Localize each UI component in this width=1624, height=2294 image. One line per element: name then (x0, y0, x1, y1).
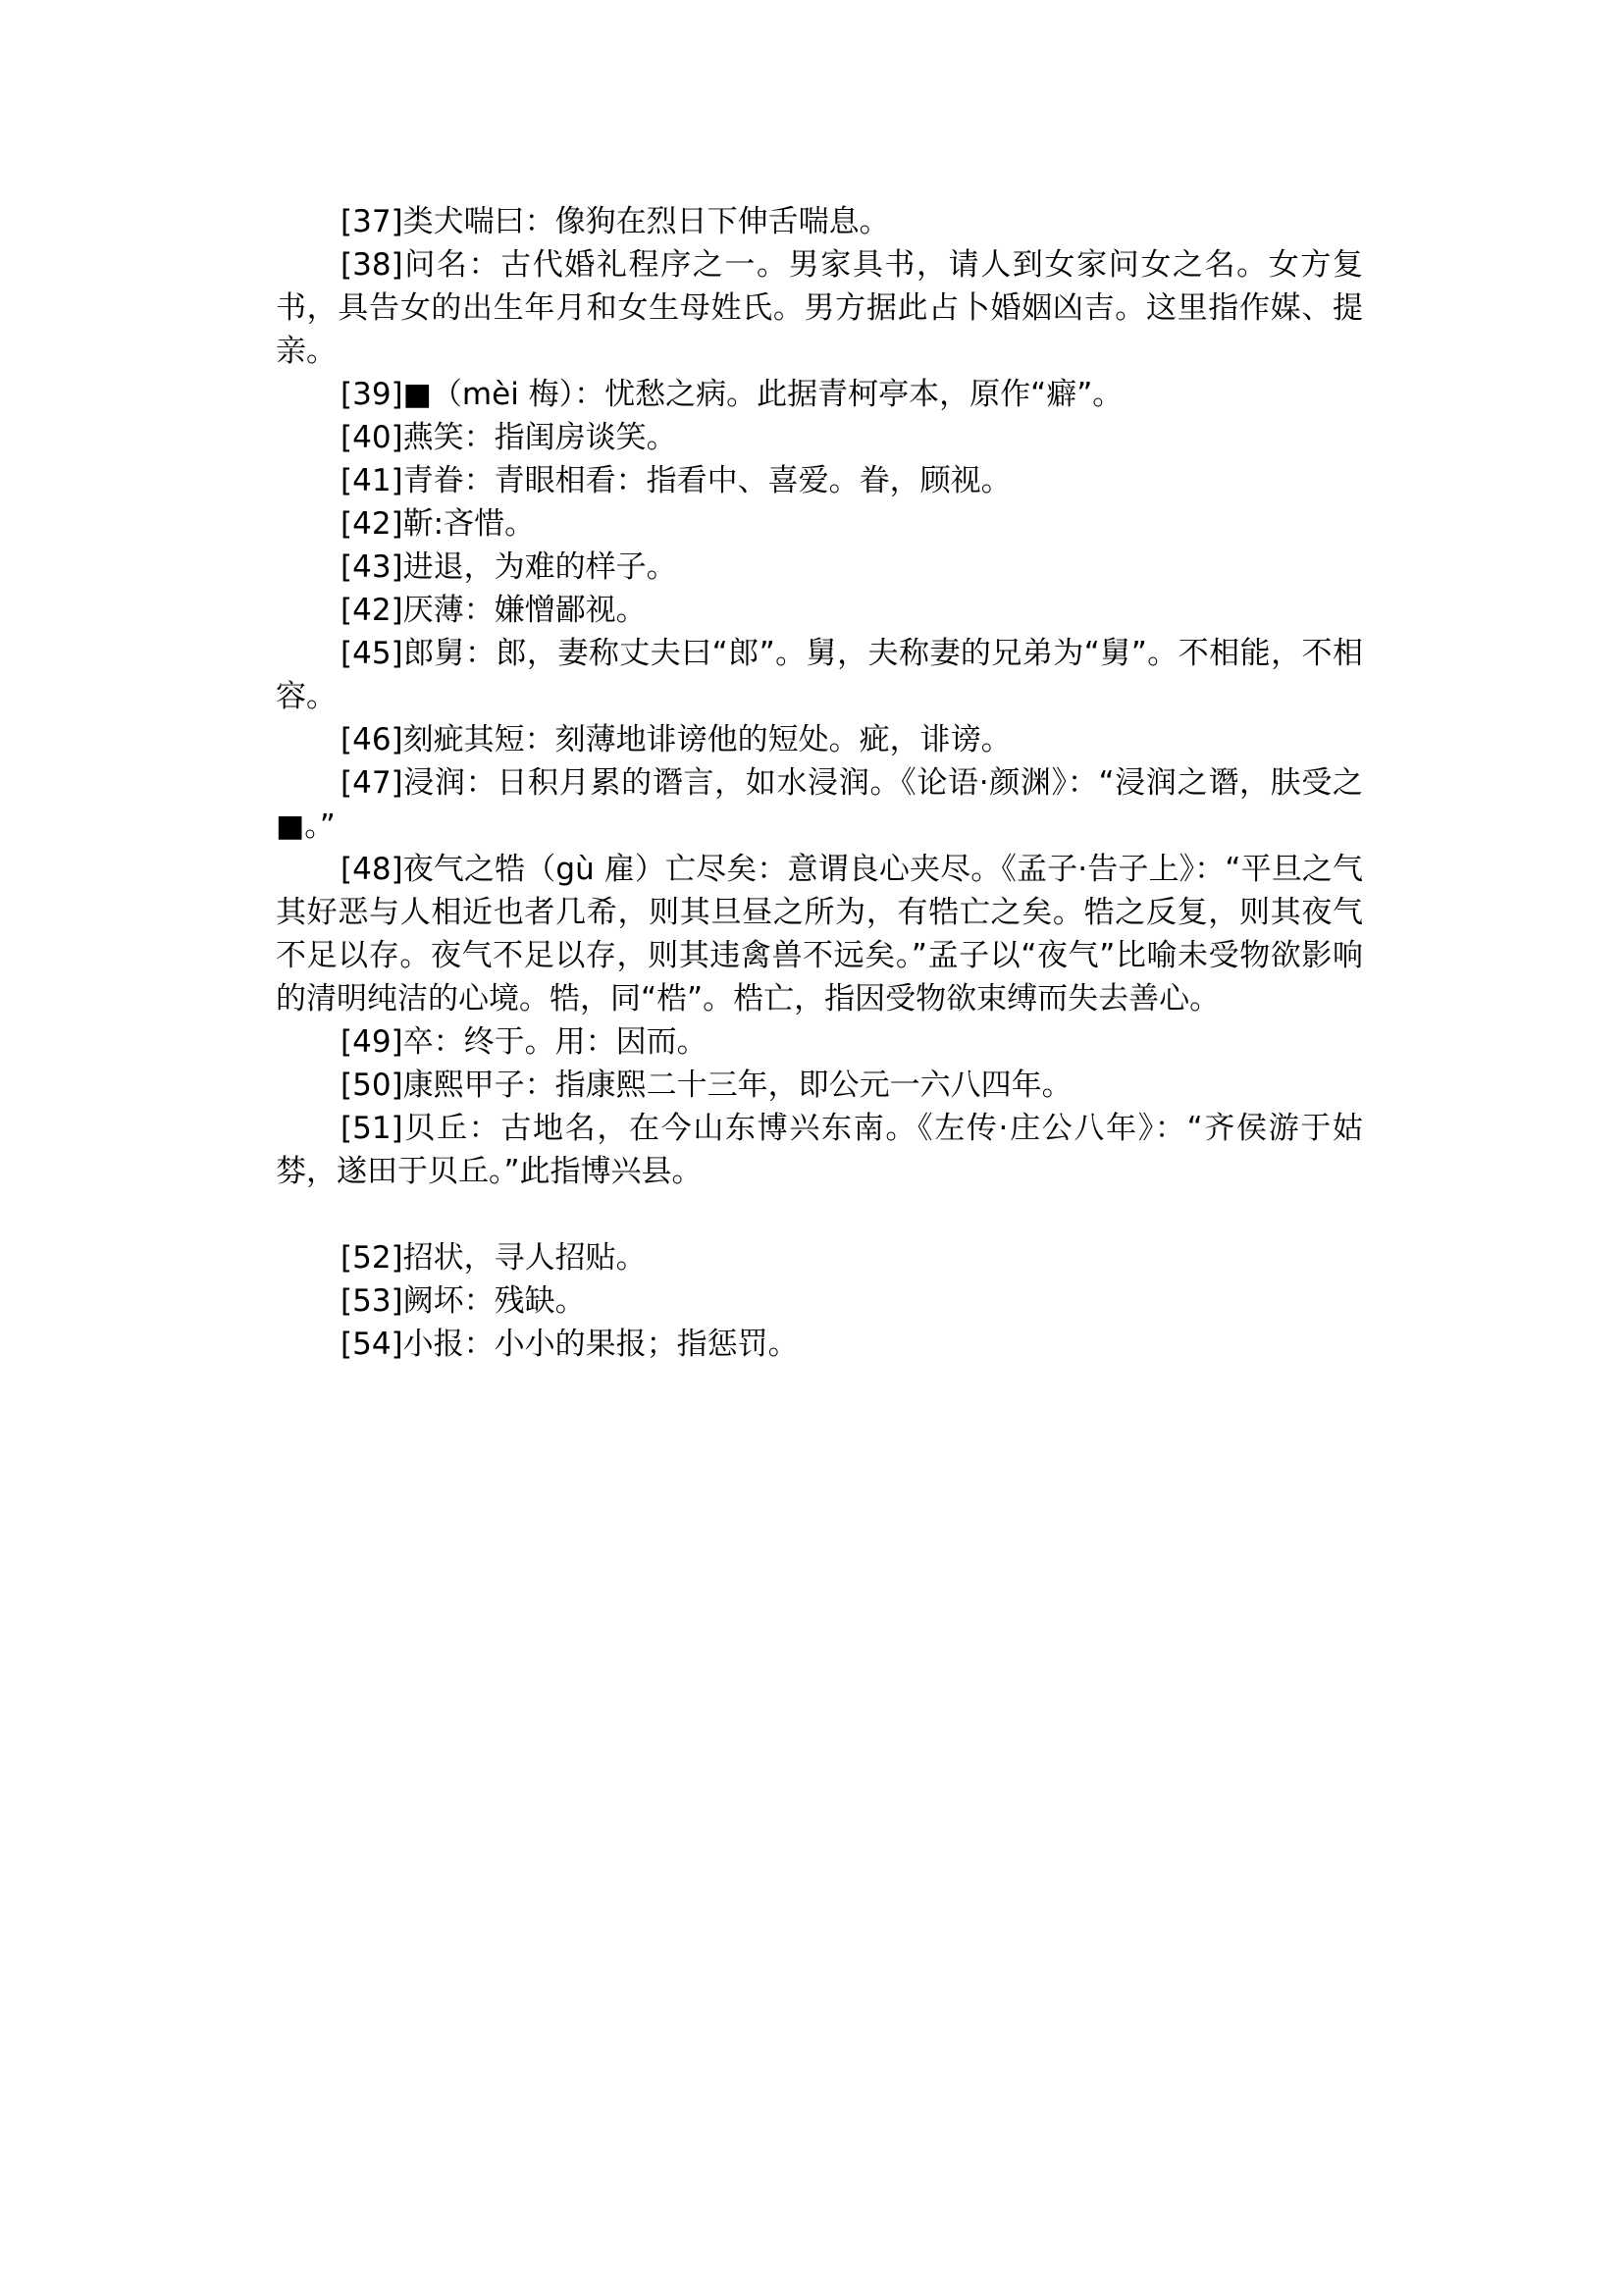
note-49: [49]卒：终于。用：因而。 (341, 1024, 707, 1060)
note-51: [51]贝丘：古地名，在今山东博兴东南。《左传·庄公八年》：“齐侯游于姑棼，遂田于贝丘。”此指博兴县。 (276, 1111, 1363, 1189)
note-54: [54]小报：小小的果报；指惩罚。 (341, 1327, 799, 1362)
note-45: [45]郎舅：郎，妻称丈夫曰“郎”。舅，夫称妻的兄弟为“舅”。不相能，不相容。 (276, 636, 1363, 714)
note-46: [46]刻疵其短：刻薄地诽谤他的短处。疵，诽谤。 (341, 722, 1012, 757)
annotation-notes (276, 200, 1363, 1366)
note-37: [37]类犬喘曰：像狗在烈日下伸舌喘息。 (341, 204, 890, 239)
note-43: [43]进退，为难的样子。 (341, 549, 677, 585)
paragraph-gap (276, 1193, 1363, 1236)
note-42-jin: [42]靳:吝惜。 (341, 506, 536, 542)
note-53: [53]阙坏：残缺。 (341, 1283, 586, 1319)
note-52: [52]招状，寻人招贴。 (341, 1240, 647, 1276)
note-39: [39]■（mèi 梅）：忧愁之病。此据青柯亭本，原作“癖”。 (341, 377, 1124, 412)
note-48: [48]夜气之牿（gù 雇）亡尽矣：意谓良心夹尽。《孟子·告子上》：“平旦之气其好恶与人相近也者几希，则其旦昼之所为，有牿亡之矣。牿之反复，则其夜气不足以存。夜气不足以存，则其违禽兽不远矣。”孟子以“夜气”比喻未受物欲影响的清明纯洁的心境。牿，同“梏”。梏亡，指因受物欲束缚而失去善心。 (276, 852, 1363, 1017)
note-50: [50]康熙甲子：指康熙二十三年，即公元一六八四年。 (341, 1068, 1073, 1103)
note-47: [47]浸润：日积月累的谮言，如水浸润。《论语·颜渊》：“浸润之谮，肤受之■。” (276, 765, 1363, 844)
note-41: [41]青眷：青眼相看：指看中、喜爱。眷，顾视。 (341, 463, 1012, 498)
note-38: [38]问名：古代婚礼程序之一。男家具书，请人到女家问女之名。女方复书，具告女的出生年月和女生母姓氏。男方据此占卜婚姻凶吉。这里指作媒、提亲。 (276, 247, 1363, 369)
note-42-yanbo: [42]厌薄：嫌憎鄙视。 (341, 593, 647, 628)
note-40: [40]燕笑：指闺房谈笑。 (341, 420, 677, 455)
